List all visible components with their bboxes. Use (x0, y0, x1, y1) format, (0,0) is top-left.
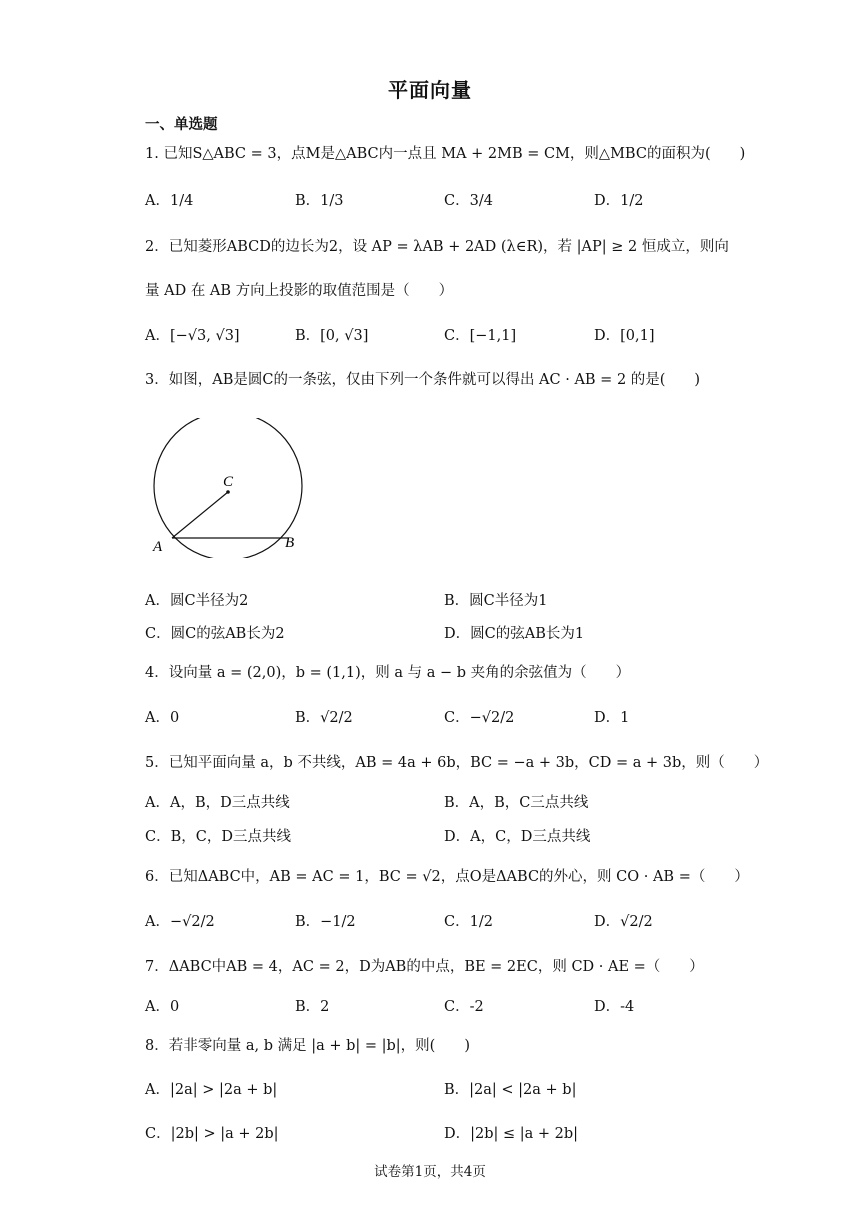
page-title: 平面向量 (388, 78, 472, 102)
question-8-option-d: D．|2b| ≤ |a + 2b| (444, 1126, 579, 1142)
question-5-stem: 5．已知平面向量 a，b 不共线，AB = 4a + 6b，BC = −a + 3b，CD = a + 3b，则（ ） (145, 755, 769, 771)
question-8-stem: 8．若非零向量 a, b 满足 |a + b| = |b|，则( ) (145, 1038, 470, 1054)
question-2-stem-line1: 2．已知菱形ABCD的边长为2，设 AP = λAB + 2AD (λ∈R)，若 |AP| ≥ 2 恒成立，则向 (145, 239, 729, 255)
question-2-option-c: C．[−1,1] (444, 328, 517, 344)
question-6-stem: 6．已知ΔABC中，AB = AC = 1，BC = √2，点O是ΔABC的外心，则 CO · AB =（ ） (145, 869, 749, 885)
center-point (226, 490, 230, 494)
question-6-option-a: A．−√2/2 (145, 914, 215, 930)
question-8-option-c: C．|2b| > |a + 2b| (145, 1126, 279, 1142)
question-6-option-d: D．√2/2 (594, 914, 653, 930)
question-7-option-c: C．-2 (444, 999, 484, 1015)
question-5-option-c: C．B，C，D三点共线 (145, 829, 291, 845)
question-1-option-d: D．1/2 (594, 193, 644, 209)
label-b: B (285, 535, 295, 551)
question-1-option-a: A．1/4 (145, 193, 194, 209)
question-4-option-c: C．−√2/2 (444, 710, 515, 726)
page-footer: 试卷第1页，共4页 (374, 1164, 486, 1180)
question-2-stem-line2: 量 AD 在 AB 方向上投影的取值范围是（ ） (145, 283, 454, 299)
question-5-option-b: B．A，B，C三点共线 (444, 795, 589, 811)
question-4-stem: 4．设向量 a = (2,0)，b = (1,1)，则 a 与 a − b 夹角的余弦值为（ ） (145, 665, 631, 681)
question-7-option-b: B．2 (295, 999, 330, 1015)
question-6-option-b: B．−1/2 (295, 914, 356, 930)
question-6-option-c: C．1/2 (444, 914, 493, 930)
label-c: C (223, 474, 234, 490)
question-2-option-b: B．[0, √3] (295, 328, 369, 344)
question-1-option-c: C．3/4 (444, 193, 493, 209)
question-7-option-d: D．-4 (594, 999, 635, 1015)
question-1-stem: 1. 已知S△ABC = 3，点M是△ABC内一点且 MA + 2MB = CM，则△MBC的面积为( ) (145, 146, 746, 162)
question-3-stem: 3．如图，AB是圆C的一条弦，仅由下列一个条件就可以得出 AC · AB = 2 的是( ) (145, 372, 701, 388)
question-7-stem: 7．ΔABC中AB = 4，AC = 2，D为AB的中点，BE = 2EC，则 CD · AE =（ ） (145, 959, 704, 975)
question-8-option-b: B．|2a| < |2a + b| (444, 1082, 577, 1098)
question-3-circle-figure (145, 418, 315, 558)
segment-ac (172, 492, 228, 538)
question-8-option-a: A．|2a| > |2a + b| (145, 1082, 278, 1098)
question-3-option-b: B．圆C半径为1 (444, 593, 548, 609)
label-a: A (153, 539, 163, 555)
question-3-option-a: A．圆C半径为2 (145, 593, 249, 609)
section-heading: 一、单选题 (145, 117, 218, 133)
question-7-option-a: A．0 (145, 999, 180, 1015)
question-4-option-d: D．1 (594, 710, 630, 726)
question-4-option-b: B．√2/2 (295, 710, 353, 726)
question-2-option-d: D．[0,1] (594, 328, 655, 344)
question-5-option-a: A．A，B，D三点共线 (145, 795, 290, 811)
question-3-option-c: C．圆C的弦AB长为2 (145, 626, 285, 642)
question-5-option-d: D．A，C，D三点共线 (444, 829, 591, 845)
question-4-option-a: A．0 (145, 710, 180, 726)
question-1-option-b: B．1/3 (295, 193, 344, 209)
question-3-option-d: D．圆C的弦AB长为1 (444, 626, 585, 642)
question-2-option-a: A．[−√3, √3] (145, 328, 240, 344)
